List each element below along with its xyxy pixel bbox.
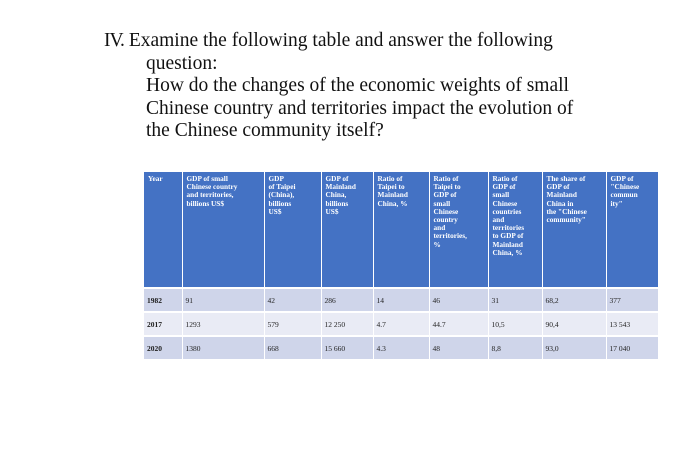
header-line: community" <box>546 215 586 225</box>
table-cell: 377 <box>606 288 658 312</box>
header-line: Chinese <box>492 198 518 208</box>
question-line-1-text: Examine the following table and answer the following <box>128 30 553 51</box>
header-line: GDP <box>268 174 284 183</box>
header-line: "Chinese <box>610 182 640 192</box>
header-line: GDP of <box>492 182 516 192</box>
table-cell: 12 250 <box>321 312 373 336</box>
header-line: countries <box>492 206 522 216</box>
header-line: Ratio of <box>377 174 403 183</box>
header-line: The share of <box>546 174 586 183</box>
gdp-table <box>144 172 658 359</box>
table-cell: 17 040 <box>606 336 658 359</box>
header-line: territories, <box>433 231 467 241</box>
header-line: small <box>433 198 451 208</box>
table-cell: 93,0 <box>542 336 606 359</box>
table-header-cell <box>182 172 264 288</box>
table-cell: 42 <box>264 288 321 312</box>
table-cell: 68,2 <box>542 288 606 312</box>
table-body <box>144 288 658 359</box>
year-cell: 2020 <box>144 336 182 359</box>
header-line: ity" <box>610 198 623 208</box>
header-line: Ratio of <box>492 174 518 183</box>
header-line: GDP of <box>546 182 570 192</box>
header-line: small <box>492 190 510 200</box>
question-line-4: Chinese country and territories impact the evolution of <box>146 97 574 119</box>
table-row <box>144 288 658 312</box>
table-header-cell <box>264 172 321 288</box>
header-line: to GDP of <box>492 231 524 241</box>
table-header-cell <box>144 172 182 288</box>
table-cell: 90,4 <box>542 312 606 336</box>
header-line: Mainland <box>377 190 408 200</box>
table-cell: 4.3 <box>373 336 429 359</box>
table-cell: 579 <box>264 312 321 336</box>
table-cell: 286 <box>321 288 373 312</box>
header-line: Mainland <box>325 182 356 192</box>
header-line: GDP of <box>610 174 634 183</box>
header-line: of Taipei <box>268 182 296 192</box>
table-cell: 48 <box>429 336 488 359</box>
header-line: and <box>433 223 446 233</box>
question-line-1 <box>104 30 664 53</box>
header-line: billions <box>268 198 292 208</box>
table-cell: 4.7 <box>373 312 429 336</box>
header-line: Taipei to <box>433 182 461 192</box>
header-line: Ratio of <box>433 174 459 183</box>
table-header-cell <box>488 172 542 288</box>
table-cell: 13 543 <box>606 312 658 336</box>
table-header-cell <box>373 172 429 288</box>
header-line: Chinese <box>433 206 459 216</box>
header-line: commun <box>610 190 638 200</box>
header-line: country <box>433 215 458 225</box>
table-cell: 14 <box>373 288 429 312</box>
table-header-cell <box>542 172 606 288</box>
gdp-table-container <box>144 172 658 359</box>
header-line: and <box>492 215 505 225</box>
table-header-row <box>144 172 658 288</box>
table-row <box>144 312 658 336</box>
header-line: China, % <box>377 198 408 208</box>
header-line: Chinese country <box>186 182 238 192</box>
table-cell: 1380 <box>182 336 264 359</box>
table-header-cell <box>429 172 488 288</box>
header-line: China in <box>546 198 574 208</box>
header-line: the "Chinese <box>546 206 587 216</box>
question-line-5: the Chinese community itself? <box>146 120 384 141</box>
table-cell: 91 <box>182 288 264 312</box>
header-line: US$ <box>268 206 282 216</box>
header-line: Mainland <box>492 239 523 249</box>
table-header-cell <box>606 172 658 288</box>
header-line: US$ <box>325 206 339 216</box>
question-line-3: How do the changes of the economic weights of small <box>146 75 569 96</box>
year-cell: 1982 <box>144 288 182 312</box>
header-line: China, % <box>492 247 523 257</box>
header-line: Mainland <box>546 190 577 200</box>
header-line: (China), <box>268 190 295 200</box>
question-line-2: question: <box>146 52 218 74</box>
year-cell: 2017 <box>144 312 182 336</box>
question-text <box>104 30 664 143</box>
header-line: GDP of <box>325 174 349 183</box>
header-line: Year <box>148 174 163 183</box>
table-cell: 46 <box>429 288 488 312</box>
table-header-cell <box>321 172 373 288</box>
question-number: IV. <box>104 30 124 51</box>
table-cell: 44.7 <box>429 312 488 336</box>
header-line: territories <box>492 223 525 233</box>
header-line: China, <box>325 190 347 200</box>
header-line: GDP of <box>433 190 457 200</box>
header-line: and territories, <box>186 190 234 200</box>
header-line: % <box>433 239 441 249</box>
table-cell: 8,8 <box>488 336 542 359</box>
table-cell: 15 660 <box>321 336 373 359</box>
table-cell: 1293 <box>182 312 264 336</box>
table-row <box>144 336 658 359</box>
header-line: billions US$ <box>186 198 225 208</box>
header-line: GDP of small <box>186 174 228 183</box>
header-line: billions <box>325 198 349 208</box>
table-cell: 31 <box>488 288 542 312</box>
table-cell: 10,5 <box>488 312 542 336</box>
header-line: Taipei to <box>377 182 405 192</box>
table-cell: 668 <box>264 336 321 359</box>
